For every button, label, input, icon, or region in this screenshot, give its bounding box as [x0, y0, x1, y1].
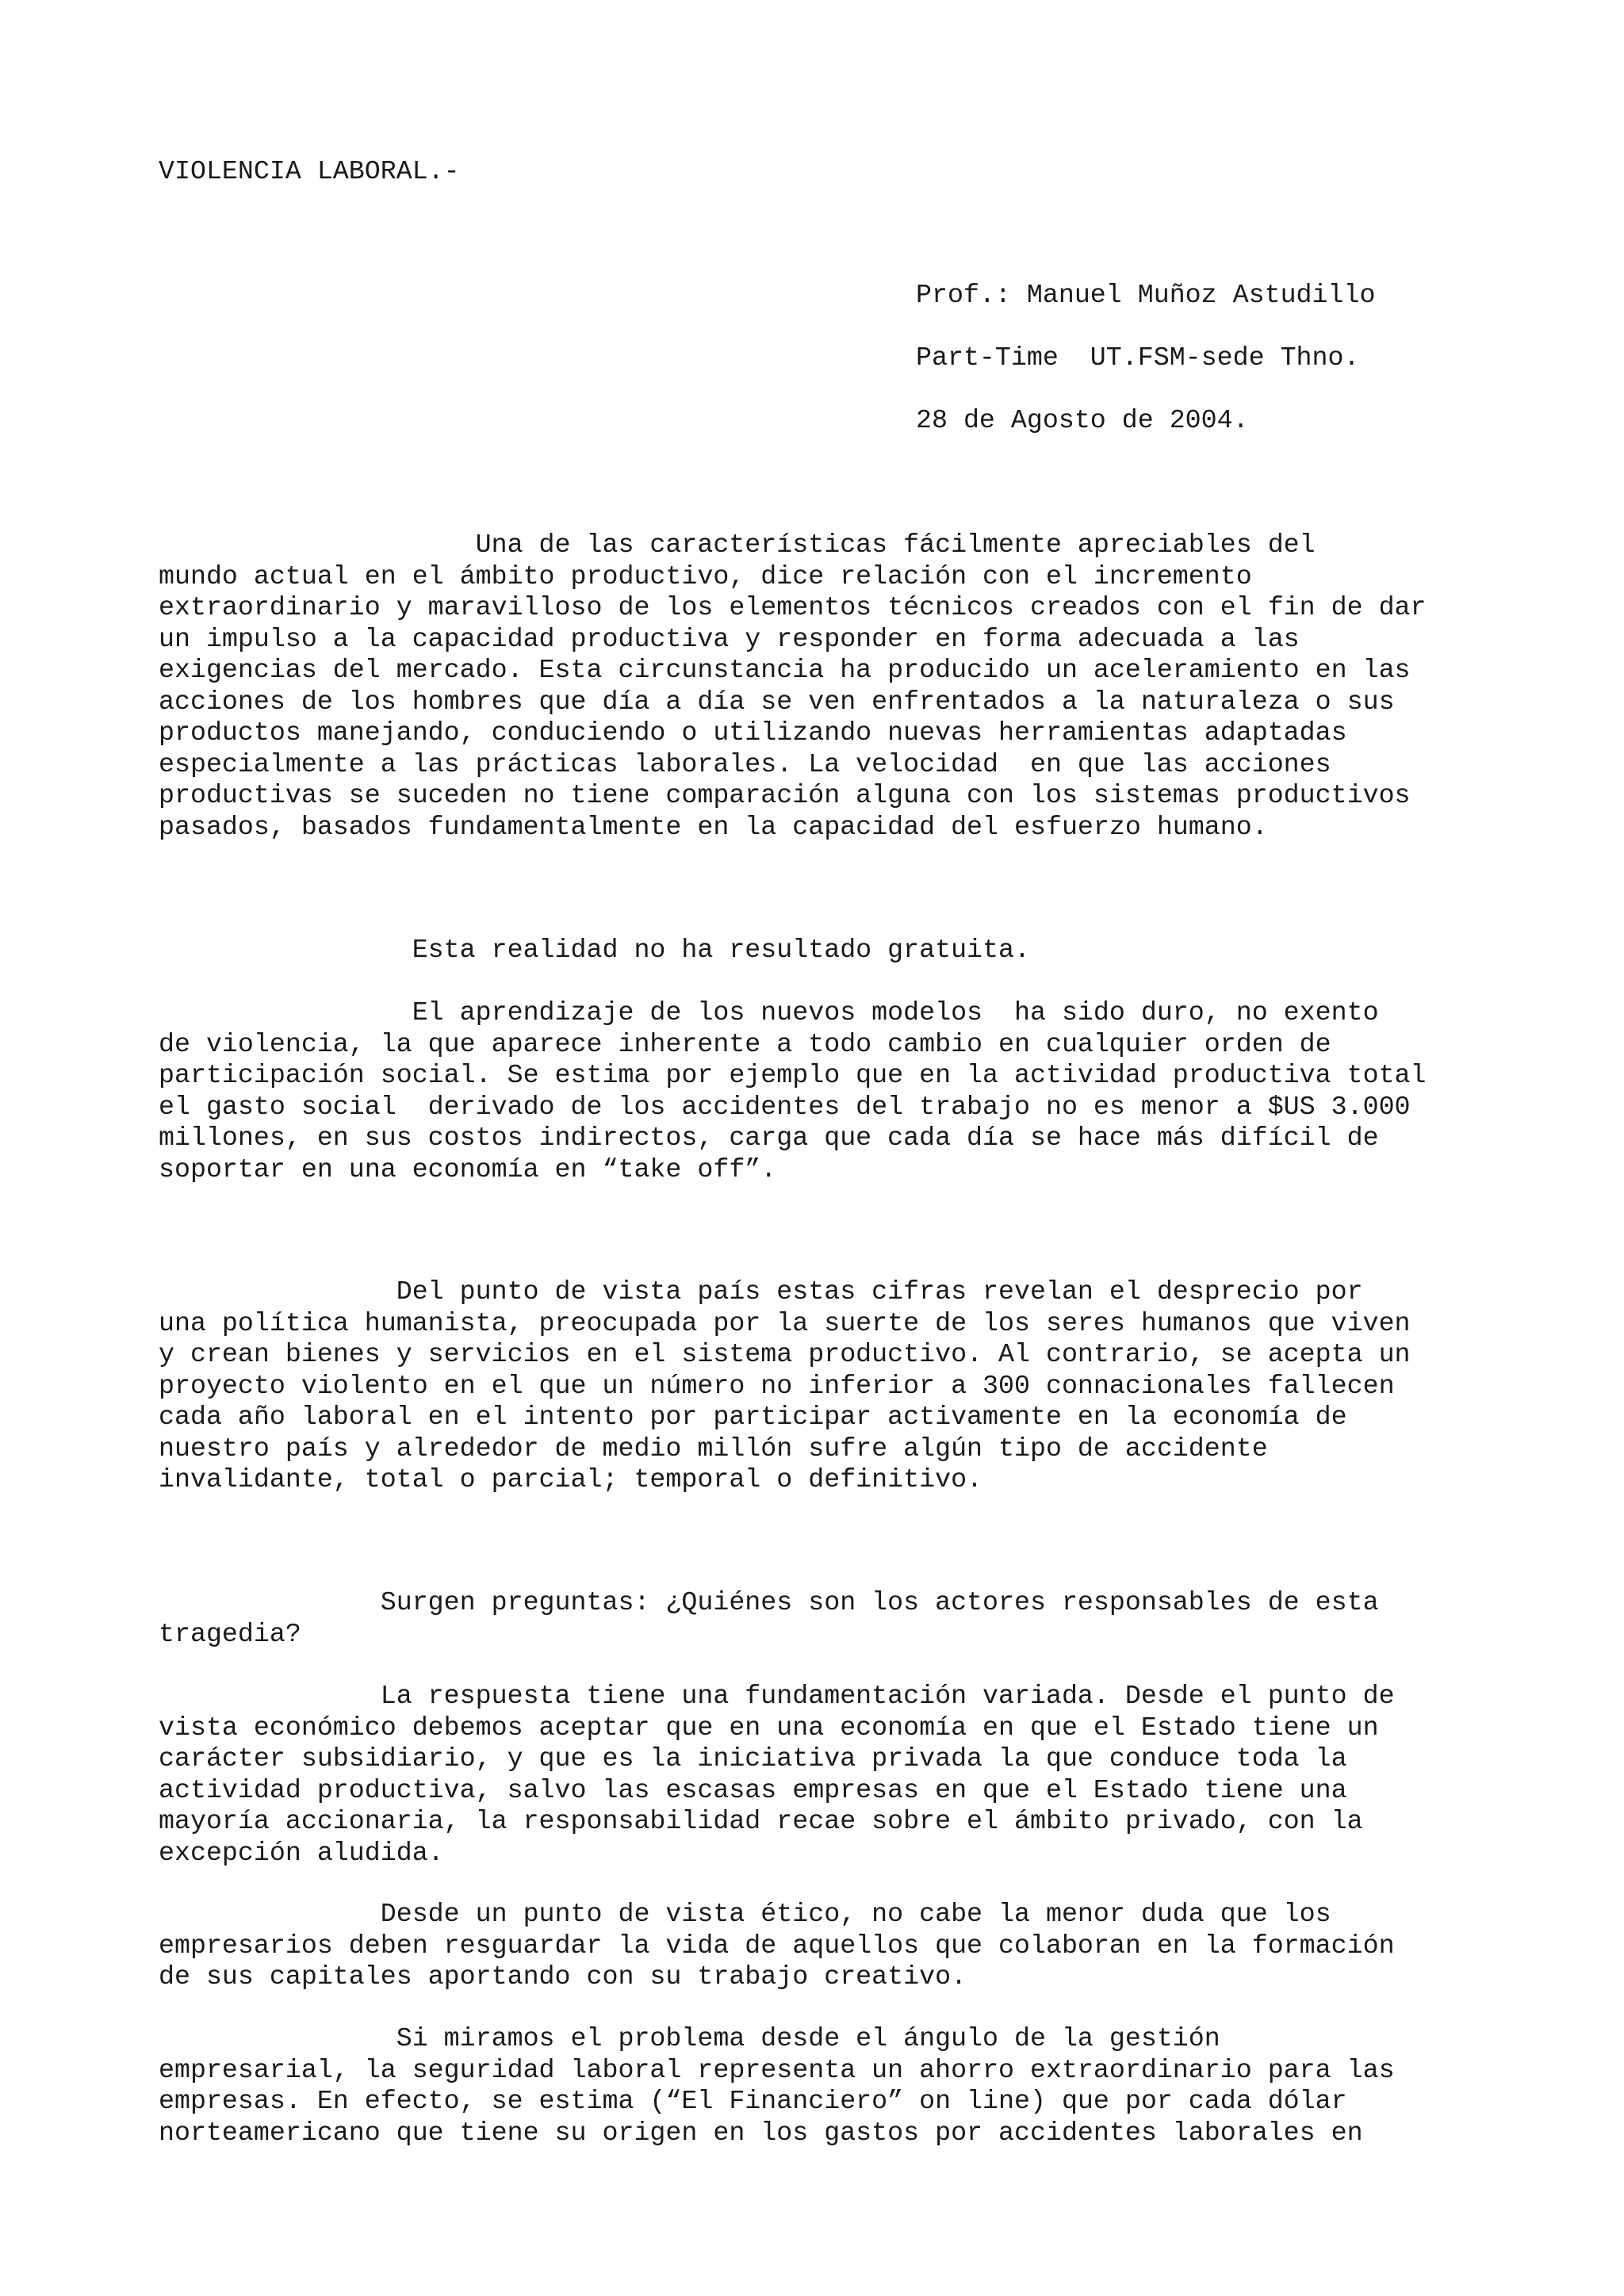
text-line: cada año laboral en el intento por participar activamente en la economía de: [159, 1402, 1347, 1432]
text-line: Desde un punto de vista ético, no cabe la menor duda que los: [159, 1899, 1331, 1929]
text-line: productos manejando, conduciendo o utilizando nuevas herramientas adaptadas: [159, 718, 1347, 748]
text-line: productivas se suceden no tiene comparación alguna con los sistemas productivos: [159, 780, 1411, 810]
text-line: pasados, basados fundamentalmente en la capacidad del esfuerzo humano.: [159, 811, 1268, 842]
text-line: extraordinario y maravilloso de los elementos técnicos creados con el fin de dar: [159, 592, 1427, 622]
text-line: proyecto violento en el que un número no inferior a 300 connacionales fallecen: [159, 1370, 1395, 1401]
text-line: especialmente a las prácticas laborales. La velocidad en que las acciones: [159, 748, 1331, 779]
paragraph-8: [159, 2023, 1538, 2149]
text-line: norteamericano que tiene su origen en los gastos por accidentes laborales en: [159, 2117, 1363, 2148]
text-line: de sus capitales aportando con su trabajo creativo.: [159, 1961, 967, 1992]
paragraph-5: [159, 1587, 1538, 1650]
text-line: invalidante, total o parcial; temporal o definitivo.: [159, 1464, 983, 1494]
text-line: Del punto de vista país estas cifras revelan el desprecio por: [159, 1276, 1363, 1307]
text-line: exigencias del mercado. Esta circunstancia ha producido un aceleramiento en las: [159, 655, 1411, 685]
author-line: Prof.: Manuel Muñoz Astudillo: [916, 280, 1376, 310]
text-line: y crean bienes y servicios en el sistema productivo. Al contrario, se acepta un: [159, 1339, 1411, 1369]
text-line: participación social. Se estima por ejemplo que en la actividad productiva total: [159, 1060, 1427, 1090]
text-line: Esta realidad no ha resultado gratuita.: [159, 935, 1030, 965]
text-line: vista económico debemos aceptar que en una economía en que el Estado tiene un: [159, 1712, 1379, 1743]
text-line: Una de las características fácilmente apreciables del: [159, 530, 1316, 560]
paragraph-7: [159, 1899, 1538, 1993]
document-title: VIOLENCIA LABORAL.-: [159, 156, 460, 186]
text-line: empresarial, la seguridad laboral representa un ahorro extraordinario para las: [159, 2054, 1395, 2085]
text-line: un impulso a la capacidad productiva y responder en forma adecuada a las: [159, 623, 1300, 654]
text-line: Si miramos el problema desde el ángulo de la gestión: [159, 2023, 1220, 2053]
text-line: empresarios deben resguardar la vida de aquellos que colaboran en la formación: [159, 1930, 1395, 1961]
paragraph-1: [159, 530, 1538, 843]
paragraph-6: [159, 1681, 1538, 1869]
text-line: una política humanista, preocupada por la suerte de los seres humanos que viven: [159, 1307, 1411, 1338]
text-line: acciones de los hombres que día a día se ven enfrentados a la naturaleza o sus: [159, 686, 1395, 717]
text-line: Surgen preguntas: ¿Quiénes son los actores responsables de esta: [159, 1587, 1379, 1617]
text-line: soportar en una economía en “take off”.: [159, 1154, 777, 1184]
text-line: nuestro país y alrededor de medio millón sufre algún tipo de accidente: [159, 1433, 1268, 1464]
text-line: actividad productiva, salvo las escasas empresas en que el Estado tiene una: [159, 1774, 1347, 1805]
text-line: carácter subsidiario, y que es la iniciativa privada la que conduce toda la: [159, 1743, 1347, 1774]
text-line: millones, en sus costos indirectos, carga que cada día se hace más difícil de: [159, 1123, 1379, 1153]
text-line: empresas. En efecto, se estima (“El Financiero” on line) que por cada dólar: [159, 2086, 1347, 2116]
paragraph-4: [159, 1276, 1538, 1496]
paragraph-3: [159, 997, 1538, 1185]
text-line: tragedia?: [159, 1618, 301, 1649]
text-line: el gasto social derivado de los accidentes del trabajo no es menor a $US 3.000: [159, 1091, 1411, 1122]
date-line: 28 de Agosto de 2004.: [916, 405, 1249, 435]
text-line: de violencia, la que aparece inherente a todo cambio en cualquier orden de: [159, 1028, 1331, 1059]
text-line: La respuesta tiene una fundamentación variada. Desde el punto de: [159, 1681, 1395, 1711]
text-line: mundo actual en el ámbito productivo, dice relación con el incremento: [159, 561, 1252, 591]
text-line: mayoría accionaria, la responsabilidad recae sobre el ámbito privado, con la: [159, 1806, 1363, 1836]
paragraph-2: [159, 935, 1538, 966]
affiliation-line: Part-Time UT.FSM-sede Thno.: [916, 342, 1360, 373]
text-line: excepción aludida.: [159, 1837, 444, 1868]
text-line: El aprendizaje de los nuevos modelos ha sido duro, no exento: [159, 997, 1379, 1027]
